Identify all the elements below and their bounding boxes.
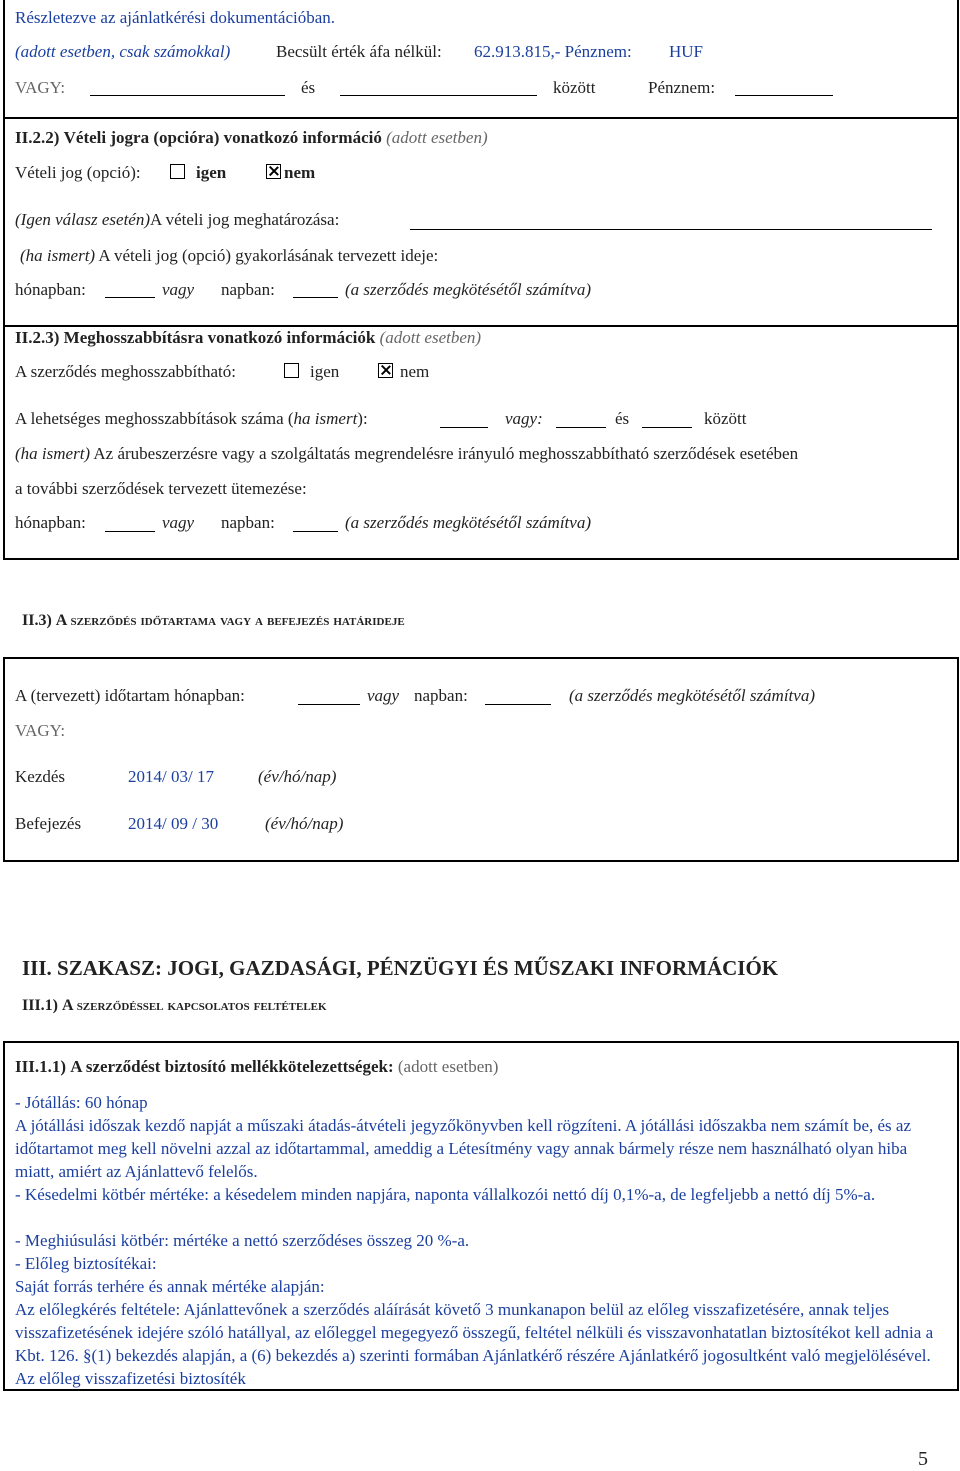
extension-label: A szerződés meghosszabbítható: — [15, 362, 236, 381]
guarantee-line: - Jótállás: 60 hónap — [15, 1093, 148, 1112]
blank-line — [293, 297, 338, 298]
date-format: (év/hó/nap) — [258, 767, 337, 786]
own-resource-line: Saját forrás terhére és annak mértéke alapján: — [15, 1277, 325, 1296]
count-known: ha ismert — [293, 409, 358, 428]
guarantee-paragraph: A jótállási időszak kezdő napját a műszaki átadás-átvételi jegyzőkönyvben kell rögzíteni. A jótállási időszakba nem számít be, és az időtartamot meg kell növelni azzal az időtartammal, ameddig a Létesítmény vagy annak bármely része nem használható olyan hiba miatt, amiért az Ajánlattevő felelős. — [15, 1116, 911, 1181]
or-label: vagy — [162, 280, 195, 299]
schedule-text — [15, 444, 798, 464]
item-title — [15, 1057, 498, 1077]
item-number: III.1.1) — [15, 1057, 67, 1076]
end-date: 2014/ 09 / 30 — [128, 814, 219, 833]
days-label: napban: — [221, 280, 275, 299]
option-no-label: nem — [284, 163, 316, 182]
days-label: napban: — [221, 513, 275, 532]
definition-label: A vételi jog meghatározása: — [150, 210, 340, 229]
between-label: között — [553, 78, 596, 97]
blank-line — [105, 297, 155, 298]
estimate-qualifier: (adott esetben, csak számokkal) — [15, 42, 231, 61]
divider — [3, 117, 959, 119]
section-number: II.3) — [22, 612, 52, 629]
months-label: hónapban: — [15, 513, 86, 532]
page-number: 5 — [918, 1448, 928, 1470]
or-label: vagy: — [505, 409, 543, 428]
subsection-heading-III-1 — [22, 996, 327, 1016]
blank-line — [105, 531, 155, 532]
blank-line — [340, 95, 537, 96]
blank-line — [440, 427, 488, 428]
schedule-text-2: a további szerződések tervezett ütemezése: — [15, 479, 307, 498]
or-label: vagy — [162, 513, 195, 532]
blank-line — [642, 427, 692, 428]
option-yes-checkbox[interactable] — [170, 164, 185, 179]
option-no-checkbox[interactable] — [266, 164, 281, 179]
estimate-value: 62.913.815,- Pénznem: — [474, 42, 632, 61]
advance-security-line: - Előleg biztosítékai: — [15, 1254, 157, 1273]
currency-label: Pénznem: — [648, 78, 716, 97]
item-note: (adott esetben) — [397, 1057, 499, 1076]
start-date: 2014/ 03/ 17 — [128, 767, 214, 786]
days-label: napban: — [414, 686, 468, 705]
count-text: A lehetséges meghosszabbítások száma ( — [15, 409, 294, 428]
detail-note: Részletezve az ajánlatkérési dokumentációban. — [15, 8, 336, 27]
section-note: (adott esetben) — [379, 328, 482, 347]
or-label: VAGY: — [15, 78, 66, 97]
duration-label: A (tervezett) időtartam hónapban: — [15, 686, 245, 705]
option-yes-label: igen — [196, 163, 227, 182]
end-label: Befejezés — [15, 814, 82, 833]
item-heading: A szerződést biztosító mellékkötelezettségek: — [70, 1057, 394, 1076]
section-number: III.1) — [22, 997, 59, 1014]
extension-no-checkbox[interactable] — [378, 363, 393, 378]
if-known: (ha ismert) — [15, 444, 91, 463]
count-post: ): — [357, 409, 368, 428]
estimate-label: Becsült érték áfa nélkül: — [276, 42, 442, 61]
section-heading: Vételi jogra (opcióra) vonatkozó információ — [63, 128, 382, 147]
estimate-currency: HUF — [669, 42, 704, 61]
and-label: és — [615, 409, 630, 428]
section-number: II.2.2) — [15, 128, 60, 147]
blank-line — [735, 95, 833, 96]
failure-penalty-line: - Meghiúsulási kötbér: mértéke a nettó szerződéses összeg 20 %-a. — [15, 1231, 470, 1250]
if-known: (ha ismert) — [20, 246, 96, 265]
blank-line — [293, 531, 338, 532]
or-label: vagy — [367, 686, 400, 705]
yes-condition: (Igen válasz esetén) — [15, 210, 151, 229]
penalty-paragraph: - Késedelmi kötbér mértéke: a késedelem minden napjára, naponta vállalkozói nettó díj 0,1%-a, de legfeljebb a nettó díj 5%-a. — [15, 1185, 876, 1204]
option-timing — [20, 246, 438, 266]
section-note: (adott esetben) — [386, 128, 488, 147]
from-contract-note: (a szerződés megkötésétől számítva) — [569, 686, 815, 705]
blank-line — [90, 95, 285, 96]
extension-yes-checkbox[interactable] — [284, 363, 299, 378]
option-definition — [15, 210, 339, 230]
extension-count-label — [15, 409, 368, 429]
extension-no-label: nem — [400, 362, 430, 381]
blank-line — [410, 229, 932, 230]
section-title-option — [15, 128, 488, 148]
divider — [3, 325, 959, 327]
option-label: Vételi jog (opció): — [15, 163, 141, 182]
between-label: között — [704, 409, 747, 428]
and-label: és — [301, 78, 316, 97]
section-heading: A szerződéssel kapcsolatos feltételek — [62, 997, 327, 1014]
months-label: hónapban: — [15, 280, 86, 299]
section-heading: Meghosszabbításra vonatkozó információk — [63, 328, 376, 347]
timing-label: A vételi jog (opció) gyakorlásának tervezett ideje: — [98, 246, 439, 265]
from-contract-note: (a szerződés megkötésétől számítva) — [345, 513, 591, 532]
or-label: VAGY: — [15, 721, 66, 740]
blank-line — [298, 704, 360, 705]
start-label: Kezdés — [15, 767, 66, 786]
section-number: II.2.3) — [15, 328, 60, 347]
date-format: (év/hó/nap) — [265, 814, 344, 833]
extension-yes-label: igen — [310, 362, 340, 381]
section-title-extension — [15, 328, 481, 348]
blank-line — [485, 704, 551, 705]
section-heading-III: III. SZAKASZ: JOGI, GAZDASÁGI, PÉNZÜGYI ÉS MŰSZAKI INFORMÁCIÓK — [22, 956, 779, 980]
advance-condition-paragraph: Az előlegkérés feltétele: Ajánlattevőnek a szerződés aláírását követő 3 munkanapon belül az előleg visszafizetésére, annak teljes visszafizetésének idejére szóló hatállyal, az előleggel megegyező összegű, feltétel nélküli és visszavonhatatlan biztosítékot kell adnia a Kbt. 126. §(1) bekezdés alapján, a (6) bekezdés a) szerinti formában Ajánlatkérő részére Ajánlatkérő jogosultként való megjelölésével. Az előleg visszafizetési biztosíték — [15, 1300, 934, 1388]
section-heading: A szerződés időtartama vagy a befejezés határideje — [55, 612, 405, 629]
blank-line — [556, 427, 606, 428]
schedule-desc: Az árubeszerzésre vagy a szolgáltatás megrendelésre irányuló meghosszabbítható szerződések esetében — [93, 444, 799, 463]
section-heading-duration — [22, 611, 405, 631]
from-contract-note: (a szerződés megkötésétől számítva) — [345, 280, 591, 299]
